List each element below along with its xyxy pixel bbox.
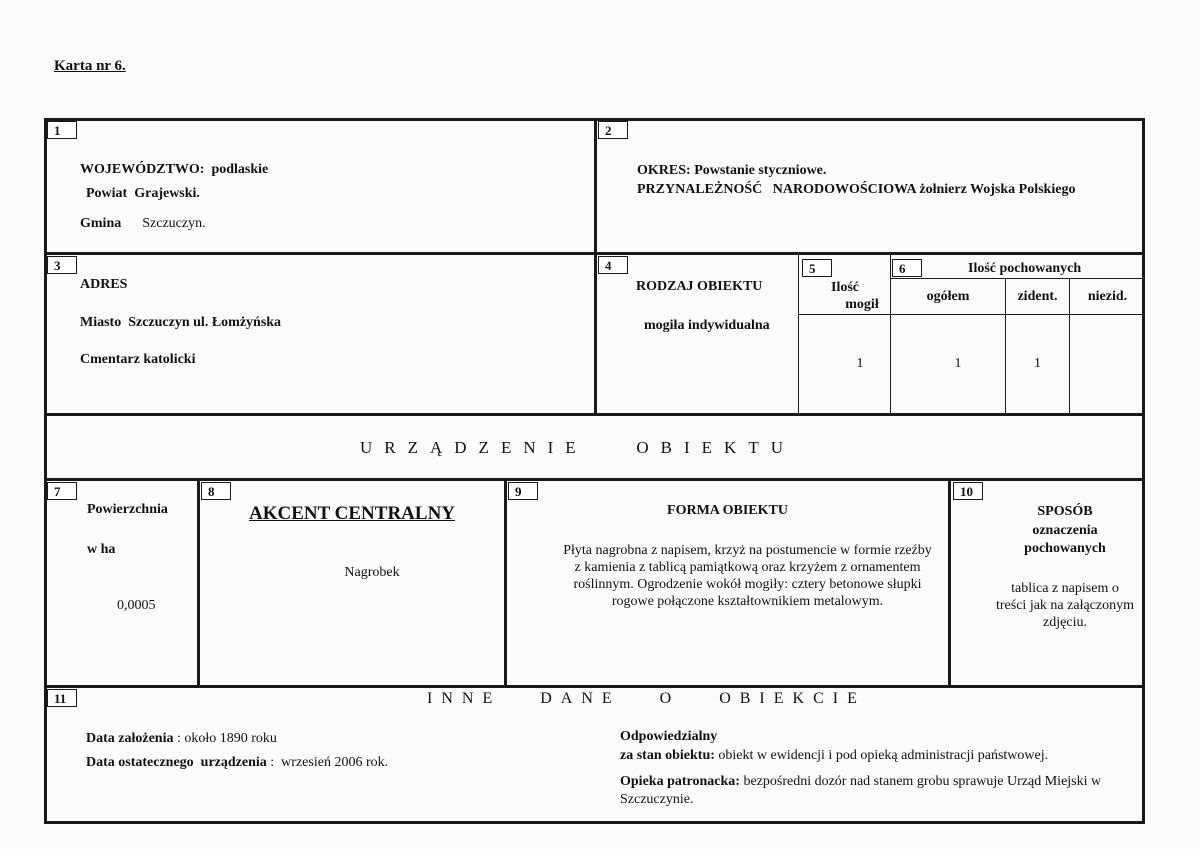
odpowiedzialny-label: Odpowiedzialny xyxy=(620,729,718,744)
wojewodztwo-line xyxy=(80,162,268,178)
sposob-title-1: SPOSÓB xyxy=(1037,504,1093,519)
divider-col5 xyxy=(798,255,799,413)
divider-col-mid xyxy=(594,118,597,416)
section-number-3: 3 xyxy=(47,256,77,274)
cmentarz-text: Cmentarz katolicki xyxy=(80,352,196,367)
zident-value: 1 xyxy=(1034,356,1041,371)
data-zalozenia-label: Data założenia xyxy=(86,731,174,746)
inne-dane-title: INNE DANE O OBIEKCIE xyxy=(427,690,866,707)
divider-row3 xyxy=(44,478,1145,481)
data-urzadzenia-line xyxy=(86,755,388,771)
divider-col9 xyxy=(948,478,951,688)
forma-obiektu-title: FORMA OBIEKTU xyxy=(667,503,788,518)
okres-value: Powstanie styczniowe. xyxy=(694,163,827,178)
opieka-patronacka-line xyxy=(620,773,1120,809)
przynaleznosc-value: żołnierz Wojska Polskiego xyxy=(919,182,1076,197)
gmina-value: Szczuczyn. xyxy=(142,216,206,231)
section-number-5: 5 xyxy=(802,259,832,277)
section-number-7: 7 xyxy=(47,482,77,500)
powiat-label: Powiat xyxy=(86,186,128,201)
rodzaj-obiektu-title: RODZAJ OBIEKTU xyxy=(636,279,763,294)
powierzchnia-unit: w ha xyxy=(87,542,116,557)
wojewodztwo-value: podlaskie xyxy=(211,162,269,177)
col-zident-header: zident. xyxy=(1017,289,1058,304)
data-urzadzenia-label: Data ostatecznego urządzenia xyxy=(86,755,267,770)
powiat-value: Grajewski. xyxy=(134,186,200,201)
akcent-centralny-title: AKCENT CENTRALNY xyxy=(248,503,456,524)
miasto-line xyxy=(80,315,281,331)
page-title: Karta nr 6. xyxy=(54,58,126,74)
opieka-patronacka-value: bezpośredni dozór nad stanem grobu sprawuje Urząd Miejski w Szczuczynie. xyxy=(620,774,1102,807)
section-number-10: 10 xyxy=(953,482,983,500)
section-number-2: 2 xyxy=(598,121,628,139)
gmina-line xyxy=(80,216,206,232)
divider-row4 xyxy=(44,685,1145,688)
za-stan-value: obiekt w ewidencji i pod opieką administracji państwowej. xyxy=(718,748,1049,763)
za-stan-line xyxy=(620,748,1048,764)
adres-title: ADRES xyxy=(80,277,128,292)
miasto-label: Miasto xyxy=(80,315,122,330)
sposob-title-2: oznaczenia xyxy=(1032,523,1098,538)
powierzchnia-title: Powierzchnia xyxy=(87,502,168,517)
gmina-label: Gmina xyxy=(80,216,122,231)
miasto-value: Szczuczyn ul. Łomżyńska xyxy=(128,315,282,330)
akcent-centralny-value: Nagrobek xyxy=(344,565,400,580)
col-niezid-header: niezid. xyxy=(1087,289,1128,304)
powierzchnia-value: 0,0005 xyxy=(117,598,156,613)
divider-pochowanych-top xyxy=(890,278,1145,279)
urzadzenie-obiektu-title: URZĄDZENIE OBIEKTU xyxy=(360,438,795,457)
data-zalozenia-value: : około 1890 roku xyxy=(176,731,277,746)
forma-obiektu-text: Płyta nagrobna z napisem, krzyż na postumencie w formie rzeźby z kamienia z tablicą pamiątkową oraz krzyżem z ornamentem roślinnym. Ogrodzenie wokół mogiły: cztery betonowe słupki rogowe połączone kształtownikiem metalowym. xyxy=(563,543,932,609)
section-number-11: 11 xyxy=(47,689,77,707)
przynaleznosc-line xyxy=(637,182,1075,198)
section-number-1: 1 xyxy=(47,121,77,139)
ilosc-mogil-title-1: Ilość xyxy=(831,280,859,295)
przynaleznosc-label: PRZYNALEŻNOŚĆ NARODOWOŚCIOWA xyxy=(637,182,916,197)
divider-pochowanych-header xyxy=(798,314,1145,315)
okres-line xyxy=(637,163,826,179)
section-number-8: 8 xyxy=(201,482,231,500)
ilosc-pochowanych-title: Ilość pochowanych xyxy=(968,261,1082,276)
section-number-9: 9 xyxy=(508,482,538,500)
section-number-4: 4 xyxy=(598,256,628,274)
col-ogolem-header: ogółem xyxy=(926,289,970,304)
sposob-title-3: pochowanych xyxy=(1024,541,1106,556)
ilosc-mogil-title-2: mogił xyxy=(845,297,879,312)
data-zalozenia-line xyxy=(86,731,277,747)
section-number-6: 6 xyxy=(892,259,922,277)
data-urzadzenia-value: : wrzesień 2006 rok. xyxy=(270,755,389,770)
ilosc-mogil-value: 1 xyxy=(856,356,864,371)
rodzaj-obiektu-value: mogiła indywidualna xyxy=(644,318,770,333)
opieka-patronacka-label: Opieka patronacka: xyxy=(620,774,740,789)
ogolem-value: 1 xyxy=(954,356,962,371)
wojewodztwo-label: WOJEWÓDZTWO: xyxy=(80,162,205,177)
za-stan-label: za stan obiektu: xyxy=(620,748,715,763)
sposob-text: tablica z napisem o treści jak na załączonym zdjęciu. xyxy=(996,581,1134,630)
powiat-line xyxy=(86,186,200,202)
okres-label: OKRES: xyxy=(637,163,691,178)
